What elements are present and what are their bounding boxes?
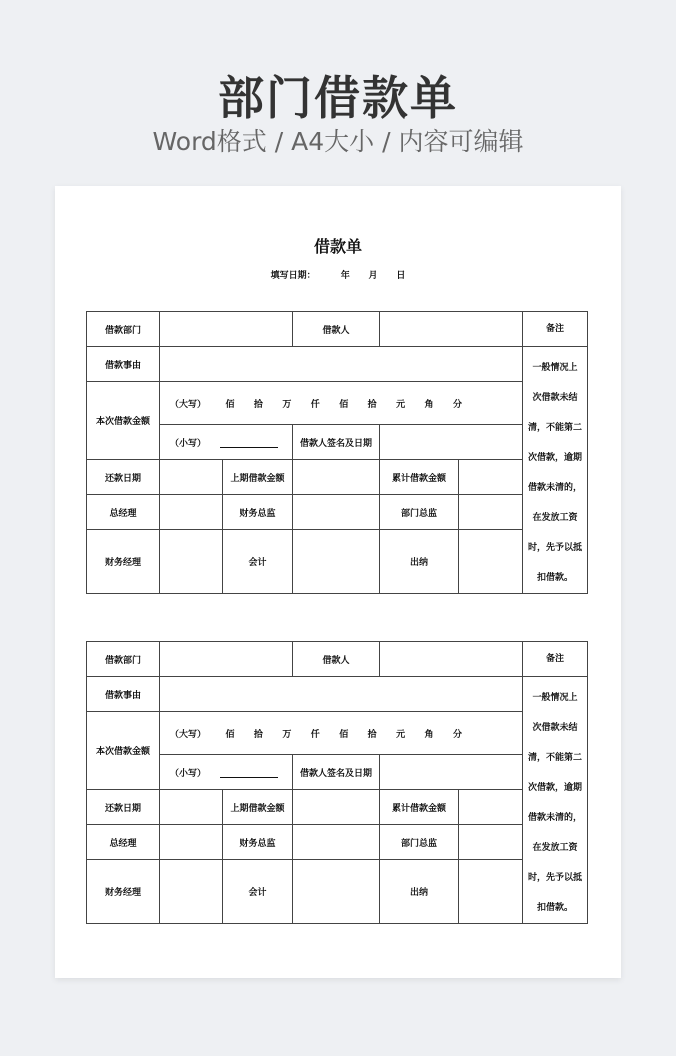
dept-field[interactable] [160,312,293,347]
prev-amount-label: 上期借款金额 [223,460,293,495]
cumulative-label: 累计借款金额 [380,460,459,495]
finance-manager-label: 财务经理 [87,860,160,924]
gm-field[interactable] [160,825,223,860]
xiaoxie-underline [220,769,278,778]
accountant-field[interactable] [293,860,380,924]
remark-column [523,312,588,594]
reason-field[interactable] [160,347,523,382]
prev-amount-field[interactable] [293,460,380,495]
reason-label: 借款事由 [87,677,160,712]
unit-shi: 拾 [253,399,263,410]
finance-director-label: 财务总监 [223,495,293,530]
finance-manager-label: 财务经理 [87,530,160,594]
gm-label: 总经理 [87,825,160,860]
fill-date-line: 填写日期： 年 月 日 [270,271,406,281]
borrower-field[interactable] [380,312,523,347]
dept-head-label: 部门总监 [380,825,459,860]
remark-column [523,642,588,924]
unit-bai: 佰 [339,399,349,410]
repay-date-label: 还款日期 [87,460,160,495]
xiaoxie-label: （小写） [170,438,207,449]
prev-amount-label: 上期借款金额 [223,790,293,825]
unit-qian: 仟 [310,399,320,410]
accountant-label: 会计 [223,530,293,594]
cumulative-field[interactable] [459,790,523,825]
unit-wan: 万 [282,399,292,410]
unit-jiao: 角 [424,399,434,410]
reason-label: 借款事由 [87,347,160,382]
repay-date-field[interactable] [160,460,223,495]
amount-daxie-field[interactable] [160,382,523,425]
prev-amount-field[interactable] [293,790,380,825]
remark-text: 一般情况上 次借款未结 清，不能第二 次借款，逾期 借款未清的， 在发放工资 时，先予以抵 扣借款。 [527,693,582,913]
unit-jiao: 角 [424,729,434,740]
borrower-label: 借款人 [293,642,380,677]
amount-xiaoxie-field[interactable] [160,425,293,460]
borrower-label: 借款人 [293,312,380,347]
dept-head-label: 部门总监 [380,495,459,530]
dept-label: 借款部门 [87,642,160,677]
loan-form-1 [86,311,588,594]
amount-label: 本次借款金额 [87,382,160,460]
finance-director-label: 财务总监 [223,825,293,860]
signature-label: 借款人签名及日期 [293,425,380,460]
unit-fen: 分 [452,399,462,410]
gm-label: 总经理 [87,495,160,530]
unit-shi: 拾 [367,729,377,740]
remark-text: 一般情况上 次借款未结 清，不能第二 次借款，逾期 借款未清的， 在发放工资 时，先予以抵 扣借款。 [527,363,582,583]
unit-bai: 佰 [225,729,235,740]
cashier-field[interactable] [459,530,523,594]
finance-director-field[interactable] [293,495,380,530]
finance-manager-field[interactable] [160,530,223,594]
dept-head-field[interactable] [459,825,523,860]
cashier-label: 出纳 [380,860,459,924]
repay-date-label: 还款日期 [87,790,160,825]
xiaoxie-underline [220,439,278,448]
gm-field[interactable] [160,495,223,530]
finance-director-field[interactable] [293,825,380,860]
unit-qian: 仟 [310,729,320,740]
banner-subtitle: Word格式 / A4大小 / 内容可编辑 [152,127,524,156]
accountant-field[interactable] [293,530,380,594]
repay-date-field[interactable] [160,790,223,825]
dept-label: 借款部门 [87,312,160,347]
unit-shi: 拾 [253,729,263,740]
amount-xiaoxie-field[interactable] [160,755,293,790]
cashier-field[interactable] [459,860,523,924]
unit-bai: 佰 [225,399,235,410]
daxie-label: （大写） [170,729,207,740]
cumulative-field[interactable] [459,460,523,495]
unit-bai: 佰 [339,729,349,740]
signature-field[interactable] [380,425,523,460]
remark-label: 备注 [523,312,587,347]
signature-label: 借款人签名及日期 [293,755,380,790]
finance-manager-field[interactable] [160,860,223,924]
unit-wan: 万 [282,729,292,740]
dept-head-field[interactable] [459,495,523,530]
remark-label: 备注 [523,642,587,677]
cumulative-label: 累计借款金额 [380,790,459,825]
banner-title: 部门借款单 [218,71,458,125]
cashier-label: 出纳 [380,530,459,594]
unit-fen: 分 [452,729,462,740]
xiaoxie-label: （小写） [170,768,207,779]
reason-field[interactable] [160,677,523,712]
signature-field[interactable] [380,755,523,790]
daxie-label: （大写） [170,399,207,410]
amount-daxie-field[interactable] [160,712,523,755]
accountant-label: 会计 [223,860,293,924]
borrower-field[interactable] [380,642,523,677]
unit-shi: 拾 [367,399,377,410]
document-title: 借款单 [313,237,362,256]
document-page [55,186,621,978]
loan-form-2 [86,641,588,924]
unit-yuan: 元 [396,729,406,740]
amount-label: 本次借款金额 [87,712,160,790]
unit-yuan: 元 [396,399,406,410]
dept-field[interactable] [160,642,293,677]
